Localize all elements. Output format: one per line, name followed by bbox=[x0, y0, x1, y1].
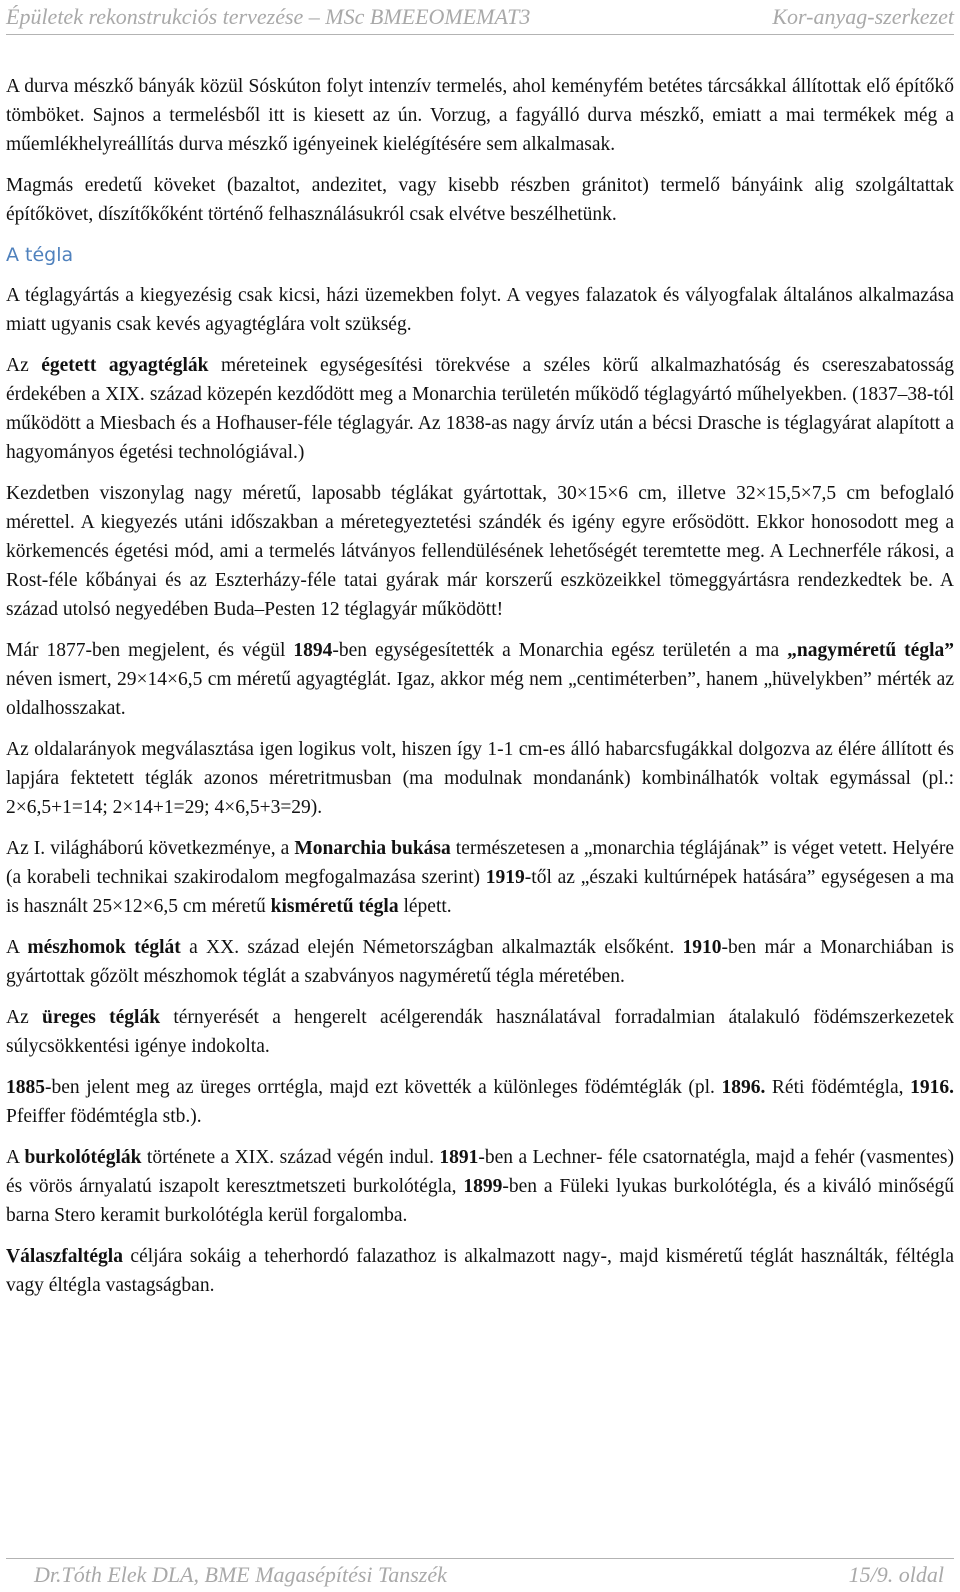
paragraph-sand-lime-brick: A mészhomok téglát a XX. század elején Németországban alkalmazták elsőként. 1910-ben már a Monarchiában is gyártottak gőzölt mészhomok téglát a szabványos nagyméretű tégla méretében. bbox=[6, 937, 955, 987]
footer-page-number: 15/9. oldal bbox=[848, 1561, 944, 1587]
paragraph-fired-clay-bricks: Az égetett agyagtéglák méreteinek egységesítési törekvése a széles körű alkalmazhatóság és csereszabatosság érdekében a XIX. század közepén kezdődött meg a Monarchia területén működő téglagyártó műhelyekben. (1837–38-tól működött a Miesbach és a Hofhauser-féle téglagyár. Az 1838-as nagy árvíz után a bécsi Drasche is téglagyárat alapított a hagyományos égetési technológiával.) bbox=[6, 355, 954, 463]
paragraph-facing-bricks: A burkolótéglák története a XIX. század végén indul. 1891-ben a Lechner- féle csatornatégla, majd a fehér (vasmentes) és vörös árnyalatú iszapolt keresztmetszeti burkolótégla, 1899-ben a Füleki lyukas burkolótégla, és a kiváló minőségű barna Stero keramit burkolótégla kerül forgalomba. bbox=[6, 1147, 954, 1226]
paragraph-floor-bricks: 1885-ben jelent meg az üreges orrtégla, majd ezt követték a különleges födémtéglák (pl. 1896. Réti födémtégla, 1916. Pfeiffer födémtégla stb.). bbox=[6, 1077, 954, 1127]
paragraph-large-brick: Már 1877-ben megjelent, és végül 1894-ben egységesítették a Monarchia egész területén a ma „nagyméretű tégla” néven ismert, 29×14×6,5 cm méretű agyagtéglát. Igaz, akkor még nem „centiméterben”, hanem „hüvelykben” mérték az oldalhosszakat. bbox=[6, 640, 954, 719]
header-course-title: Épületek rekonstrukciós tervezése – MSc BMEEOMEMAT3 bbox=[6, 4, 531, 29]
section-heading-brick: A tégla bbox=[6, 244, 74, 266]
footer-author: Dr.Tóth Elek DLA, BME Magasépítési Tanszék bbox=[34, 1561, 447, 1587]
document-body bbox=[6, 72, 954, 1312]
paragraph-partition-bricks: Válaszfaltégla céljára sokáig a teherhordó falazathoz is alkalmazott nagy-, majd kisméretű téglát használták, féltégla vagy éltégla vastagságban. bbox=[6, 1246, 954, 1296]
header-section-title: Kor-anyag-szerkezet bbox=[772, 4, 954, 29]
page-header bbox=[6, 4, 954, 35]
paragraph-limestone-quarries: A durva mészkő bányák közül Sóskúton folyt intenzív termelés, ahol keményfém betétes tárcsákkal állítottak elő építőkő tömböket. Sajnos a termelésből itt is kiesett az ún. Vorzug, a fagyálló durva mészkő, emiatt a mai termékek még a műemlékhelyreállítás durva mészkő igényeinek kielégítésére sem alkalmasak. bbox=[6, 76, 954, 155]
paragraph-hollow-bricks: Az üreges téglák térnyerését a hengerelt acélgerendák használatával forradalmian átalakuló födémszerkezetek súlycsökkentési igénye indokolta. bbox=[6, 1007, 954, 1057]
paragraph-side-ratios: Az oldalarányok megválasztása igen logikus volt, hiszen így 1-1 cm-es álló habarcsfugákkal dolgozva az élére állított és lapjára fektetett téglák azonos méretritmusban (ma modulnak mondanánk) kombinálhatók voltak egymással (pl.: 2×6,5+1=14; 2×14+1=29; 4×6,5+3=29). bbox=[6, 739, 954, 818]
paragraph-igneous-stones: Magmás eredetű köveket (bazaltot, andezitet, vagy kisebb részben gránitot) termelő bányáink alig szolgáltattak építőkövet, díszítőkőként történő felhasználásukról csak elvétve beszélhetünk. bbox=[6, 175, 954, 225]
page-footer bbox=[6, 1558, 954, 1590]
paragraph-brick-production: A téglagyártás a kiegyezésig csak kicsi, házi üzemekben folyt. A vegyes falazatok és vályogfalak általános alkalmazása miatt ugyanis csak kevés agyagtéglára volt szükség. bbox=[6, 285, 954, 335]
paragraph-small-brick: Az I. világháború következménye, a Monarchia bukása természetesen a „monarchia téglájának” is véget vetett. Helyére (a korabeli technikai szakirodalom megfogalmazása szerint) 1919-től az „északi kultúrnépek hatására” egységesen a ma is használt 25×12×6,5 cm méretű kisméretű tégla lépett. bbox=[6, 838, 954, 917]
paragraph-early-brick-sizes: Kezdetben viszonylag nagy méretű, laposabb téglákat gyártottak, 30×15×6 cm, illetve 32×15,5×7,5 cm befoglaló mérettel. A kiegyezés utáni időszakban a méretegyeztetési szándék és igény egyre erősödött. Ekkor honosodott meg a körkemencés égetési mód, ami a termelés látványos fellendülésének lehetőségét teremtette meg. A Lechnerféle rákosi, a Rost-féle kőbányai és az Eszterházy-féle tatai gyárak már korszerű eszközeikkel tömeggyártásra rendezkedtek be. A század utolsó negyedében Buda–Pesten 12 téglagyár működött! bbox=[6, 483, 954, 620]
